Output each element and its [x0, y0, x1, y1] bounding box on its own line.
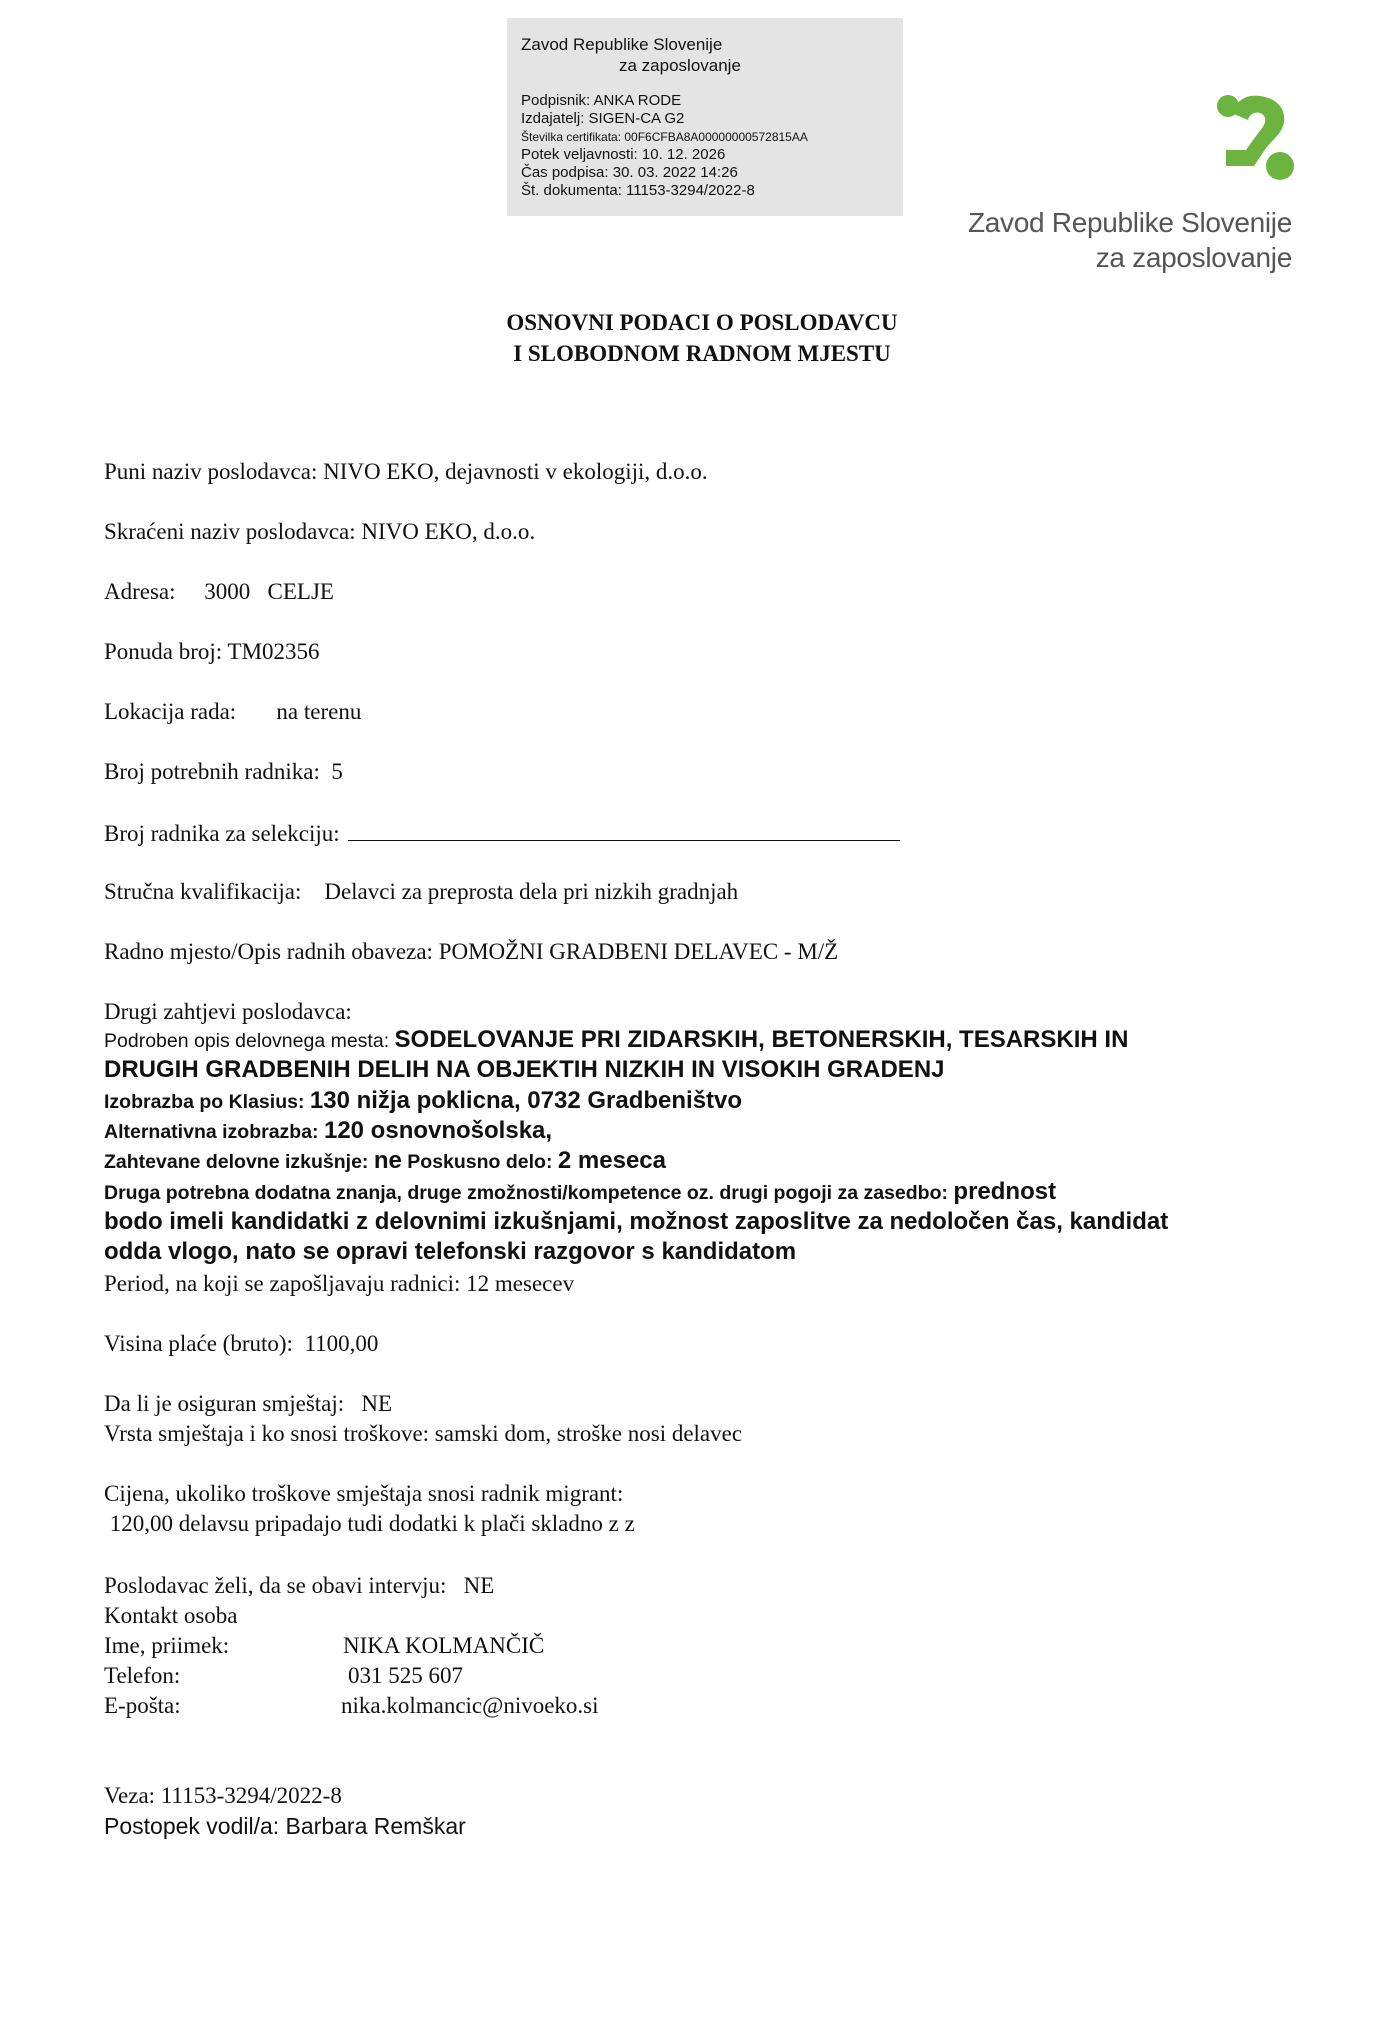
contact-phone-label: Telefon:	[104, 1663, 181, 1688]
interview: Poslodavac želi, da se obavi intervju: NE	[104, 1573, 495, 1598]
education-label: Izobrazba po Klasius:	[104, 1091, 310, 1113]
signature-time: Čas podpisa: 30. 03. 2022 14:26	[521, 164, 738, 181]
contact-name-label: Ime, priimek:	[104, 1633, 230, 1658]
contact-email: nika.kolmancic@nivoeko.si	[341, 1693, 599, 1718]
contact-name: NIKA KOLMANČIČ	[343, 1633, 545, 1658]
workers-needed: Broj potrebnih radnika: 5	[104, 759, 343, 784]
handled-by: Postopek vodil/a: Barbara Remškar	[104, 1813, 466, 1839]
extra-requirements-label: Druga potrebna dodatna znanja, druge zmožnosti/kompetence oz. drugi pogoji za zasedbo:	[104, 1182, 954, 1204]
logo-wordmark	[968, 205, 1292, 275]
job-description	[104, 1026, 1128, 1055]
education-value: 130 nižja poklicna, 0732 Gradbeništvo	[309, 1087, 743, 1114]
education	[104, 1087, 742, 1116]
offer-number: Ponuda broj: TM02356	[104, 639, 320, 664]
extra-requirements-value-3: odda vlogo, nato se opravi telefonski razgovor s kandidatom	[104, 1238, 797, 1265]
title-line1: OSNOVNI PODACI O POSLODAVCU	[506, 310, 898, 335]
signature-doc-number: Št. dokumenta: 11153-3294/2022-8	[521, 182, 755, 199]
trial-value: 2 meseca	[557, 1147, 666, 1174]
signature-org-line1: Zavod Republike Slovenije	[521, 35, 723, 54]
trial-label: Poskusno delo:	[401, 1151, 558, 1173]
workers-selection-label: Broj radnika za selekciju:	[104, 821, 340, 846]
signature-valid-until: Potek veljavnosti: 10. 12. 2026	[521, 146, 726, 163]
accommodation-type: Vrsta smještaja i ko snosi troškove: samski dom, stroške nosi delavec	[104, 1421, 743, 1446]
alt-education-value: 120 osnovnošolska,	[323, 1117, 553, 1144]
job-description-label: Podroben opis delovnega mesta:	[104, 1030, 395, 1052]
contact-phone: 031 525 607	[348, 1663, 463, 1688]
reference: Veza: 11153-3294/2022-8	[104, 1783, 342, 1808]
job-position: Radno mjesto/Opis radnih obaveza: POMOŽNI GRADBENI DELAVEC - M/Ž	[104, 939, 839, 964]
work-location: Lokacija rada: na terenu	[104, 699, 362, 724]
logo-text-line2: za zaposlovanje	[1095, 242, 1292, 273]
signature-signer: Podpisnik: ANKA RODE	[521, 92, 682, 109]
workers-selection	[104, 818, 900, 848]
employer-address: Adresa: 3000 CELJE	[104, 579, 334, 604]
contact-email-label: E-pošta:	[104, 1693, 181, 1718]
logo-text-line1: Zavod Republike Slovenije	[967, 207, 1292, 238]
experience-label: Zahtevane delovne izkušnje:	[104, 1151, 374, 1173]
job-description-value-1: SODELOVANJE PRI ZIDARSKIH, BETONERSKIH, TESARSKIH IN	[394, 1026, 1129, 1053]
employment-period: Period, na koji se zapošljavaju radnici: 12 mesecev	[104, 1271, 575, 1296]
alt-education-label: Alternativna izobrazba:	[104, 1121, 324, 1143]
document-title	[0, 307, 1398, 369]
signature-org-line2: za zaposlovanje	[619, 56, 741, 75]
extra-requirements-value-2: bodo imeli kandidatki z delovnimi izkušnjami, možnost zaposlitve za nedoločen čas, kandidat	[104, 1208, 1169, 1235]
contact-person-label: Kontakt osoba	[104, 1603, 238, 1628]
workers-selection-blank	[348, 818, 900, 841]
accommodation-price-label: Cijena, ukoliko troškove smještaja snosi radnik migrant:	[104, 1481, 624, 1506]
alt-education	[104, 1117, 552, 1146]
digital-signature-box	[507, 18, 903, 216]
zrss-logo-icon	[1216, 92, 1296, 182]
signature-issuer: Izdajatelj: SIGEN-CA G2	[521, 110, 685, 127]
signature-cert-number: Številka certifikata: 00F6CFBA8A00000000572815AA	[521, 130, 808, 144]
employer-full-name: Puni naziv poslodavca: NIVO EKO, dejavnosti v ekologiji, d.o.o.	[104, 459, 708, 484]
accommodation-price-value: 120,00 delavsu pripadajo tudi dodatki k plači skladno z z	[104, 1511, 635, 1536]
title-line2: I SLOBODNOM RADNOM MJESTU	[513, 341, 891, 366]
experience-and-trial	[104, 1147, 666, 1176]
other-requirements-label: Drugi zahtjevi poslodavca:	[104, 999, 352, 1024]
experience-value: ne	[373, 1147, 402, 1174]
qualification: Stručna kvalifikacija: Delavci za preprosta dela pri nizkih gradnjah	[104, 879, 739, 904]
extra-requirements-value-1: prednost	[953, 1178, 1057, 1205]
employer-short-name: Skraćeni naziv poslodavca: NIVO EKO, d.o.o.	[104, 519, 536, 544]
salary: Visina plaće (bruto): 1100,00	[104, 1331, 379, 1356]
job-description-value-2: DRUGIH GRADBENIH DELIH NA OBJEKTIH NIZKIH IN VISOKIH GRADENJ	[104, 1056, 945, 1083]
extra-requirements	[104, 1178, 1056, 1207]
accommodation: Da li je osiguran smještaj: NE	[104, 1391, 393, 1416]
